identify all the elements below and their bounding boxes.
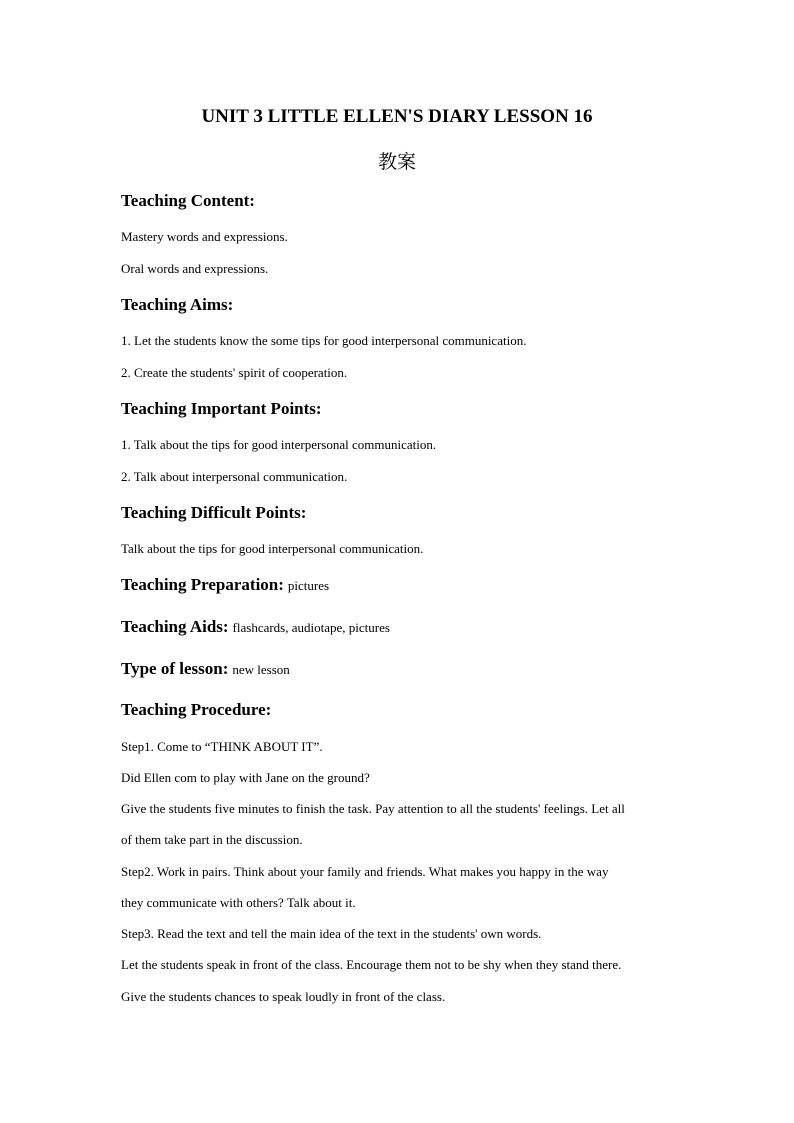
- preparation-row: [121, 575, 329, 595]
- procedure-line: Give the students five minutes to finish the task. Pay attention to all the students' feelings. Let all: [121, 801, 625, 816]
- document-title: UNIT 3 LITTLE ELLEN'S DIARY LESSON 16: [201, 106, 593, 127]
- lesson-type-heading: Type of lesson:: [121, 659, 229, 678]
- difficult-points-line: Talk about the tips for good interpersonal communication.: [121, 541, 424, 556]
- document-subtitle: 教案: [377, 151, 416, 173]
- aids-value: flashcards, audiotape, pictures: [232, 620, 390, 635]
- aids-heading: Teaching Aids:: [121, 617, 229, 636]
- aids-row: [121, 617, 390, 637]
- content-heading: Teaching Content:: [121, 191, 255, 210]
- lesson-type-row: [121, 659, 290, 679]
- important-points-heading: Teaching Important Points:: [121, 399, 322, 418]
- difficult-points-heading: Teaching Difficult Points:: [121, 503, 307, 522]
- important-points-line: 1. Talk about the tips for good interpersonal communication.: [121, 437, 437, 452]
- aims-heading: Teaching Aims:: [121, 295, 234, 314]
- procedure-line: Step3. Read the text and tell the main idea of the text in the students' own words.: [121, 926, 542, 941]
- procedure-line: Let the students speak in front of the class. Encourage them not to be shy when they stand there.: [121, 957, 622, 972]
- content-line: Mastery words and expressions.: [121, 229, 288, 244]
- procedure-line: Step1. Come to “THINK ABOUT IT”.: [121, 739, 323, 754]
- lesson-type-value: new lesson: [232, 662, 290, 677]
- procedure-line: they communicate with others? Talk about it.: [121, 895, 356, 910]
- procedure-line: Did Ellen com to play with Jane on the ground?: [121, 770, 370, 785]
- aims-line: 1. Let the students know the some tips for good interpersonal communication.: [121, 333, 527, 348]
- aims-line: 2. Create the students' spirit of cooperation.: [121, 365, 348, 380]
- procedure-line: of them take part in the discussion.: [121, 832, 303, 847]
- content-line: Oral words and expressions.: [121, 261, 269, 276]
- important-points-line: 2. Talk about interpersonal communication.: [121, 469, 348, 484]
- preparation-value: pictures: [287, 578, 330, 593]
- procedure-line: Step2. Work in pairs. Think about your family and friends. What makes you happy in the way: [121, 864, 609, 879]
- procedure-heading: Teaching Procedure:: [121, 700, 272, 719]
- procedure-line: Give the students chances to speak loudly in front of the class.: [121, 989, 446, 1004]
- preparation-heading: Teaching Preparation:: [121, 575, 284, 594]
